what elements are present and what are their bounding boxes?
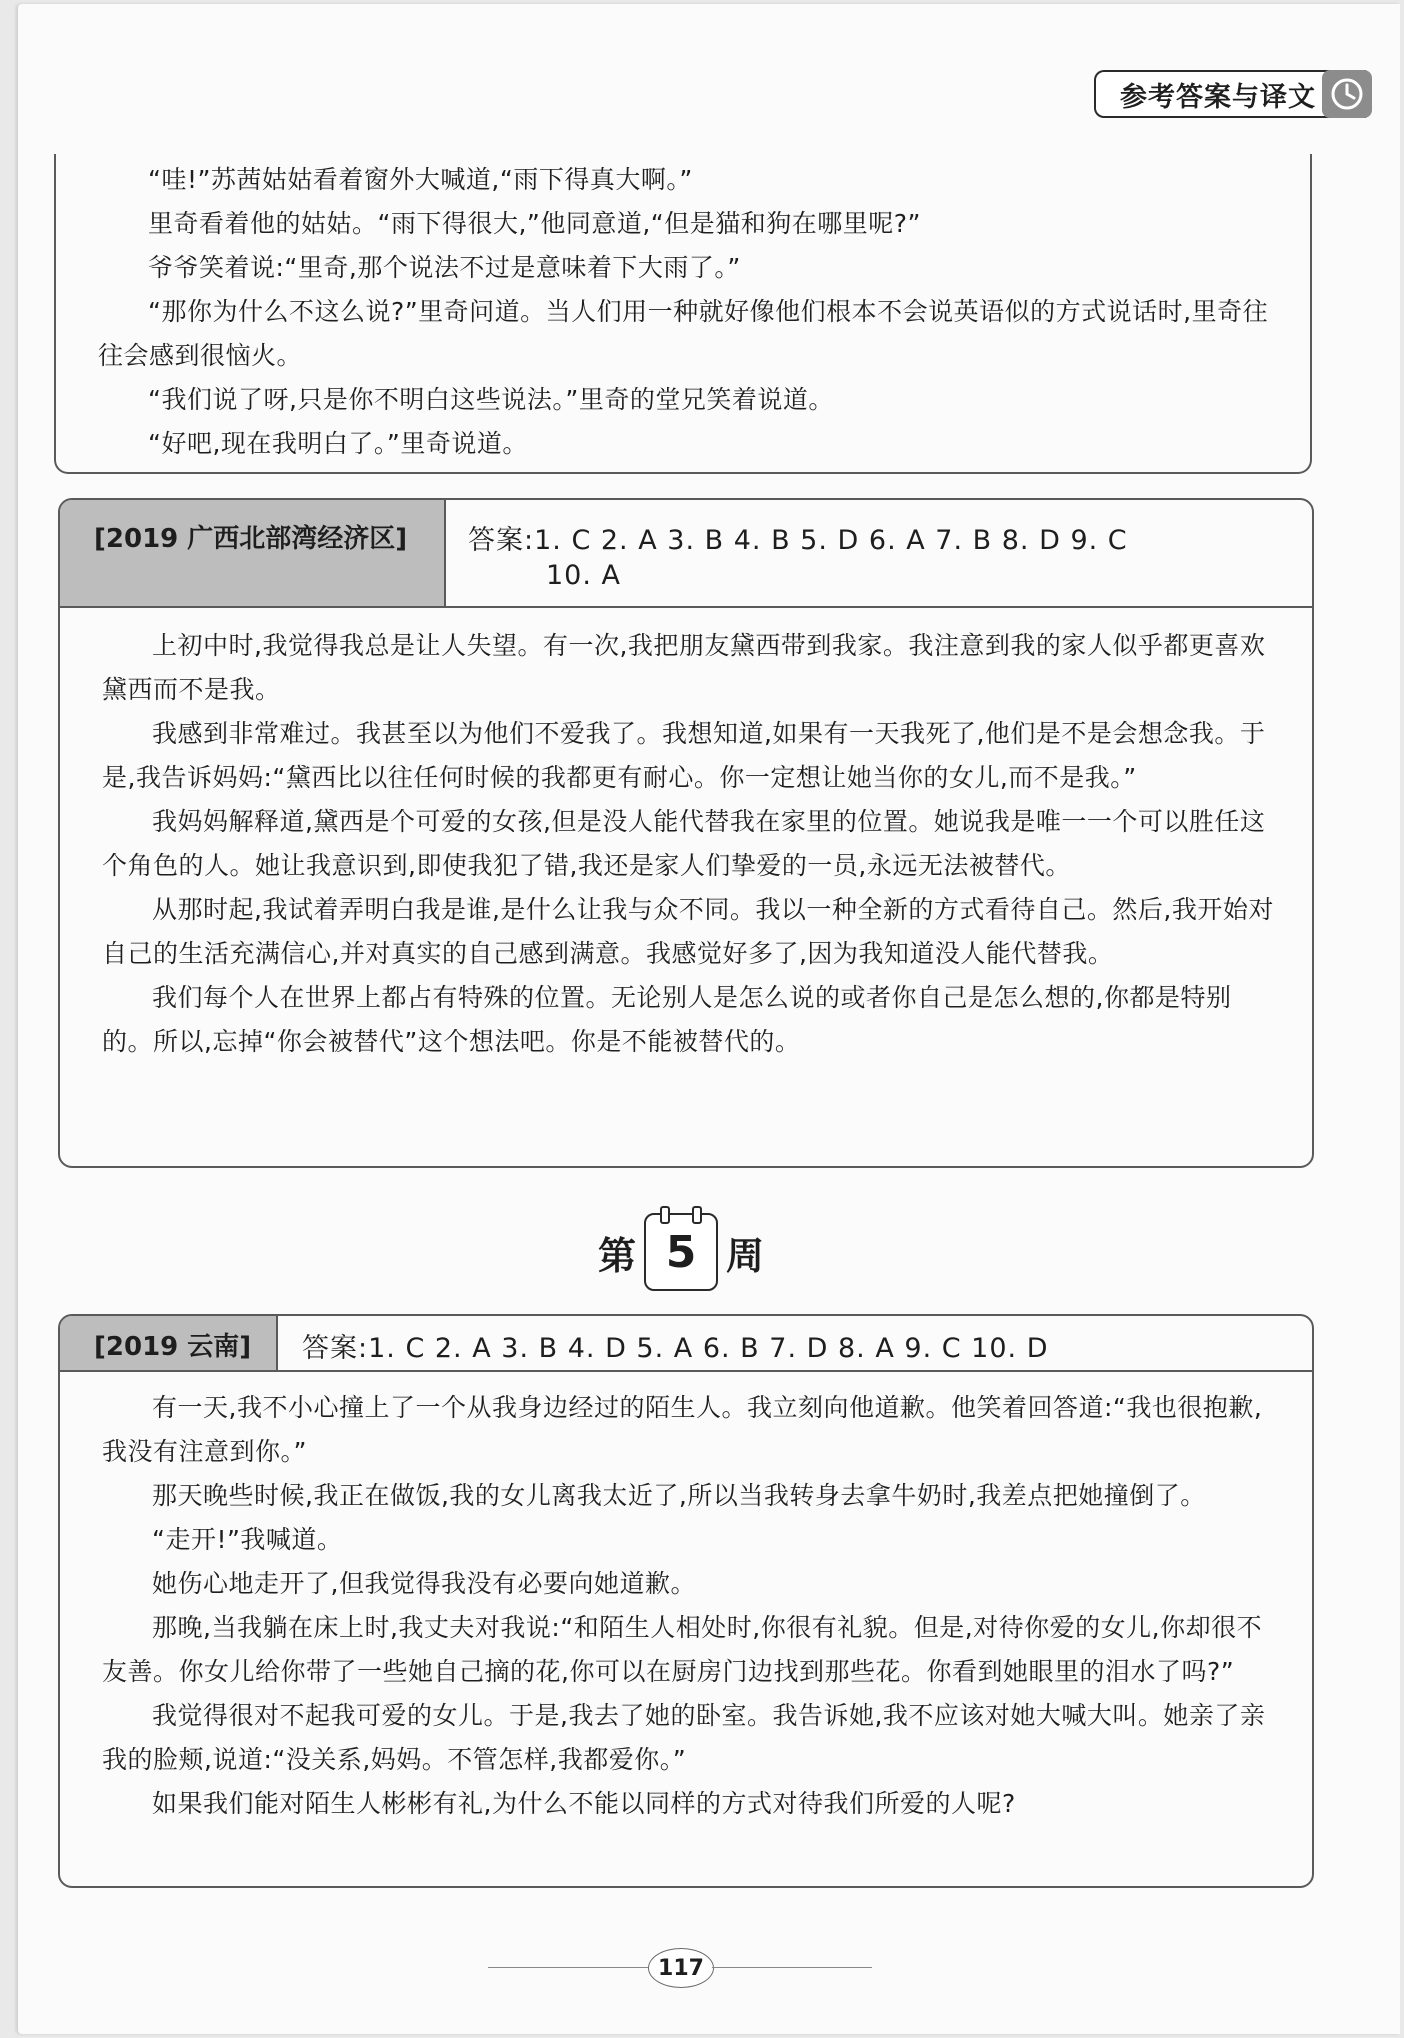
- header-title: 参考答案与译文: [1120, 81, 1316, 113]
- paragraph: 她伤心地走开了,但我觉得我没有必要向她道歉。: [152, 1569, 696, 1598]
- exam-source-label: [2019 云南]: [94, 1332, 252, 1362]
- paragraph: “走开!”我喊道。: [152, 1525, 343, 1554]
- answer-box-yunnan: [58, 1314, 1314, 1888]
- answer-box-guangxi: [58, 498, 1314, 1168]
- answer-key-line: 答案:1. C 2. A 3. B 4. D 5. A 6. B 7. D 8. A 9. C 10. D: [302, 1333, 1049, 1364]
- week-number-calendar-icon: 5: [644, 1213, 718, 1291]
- paragraph: 上初中时,我觉得我总是让人失望。有一次,我把朋友黛西带到我家。我注意到我的家人似乎都更喜欢黛西而不是我。: [102, 631, 1266, 704]
- answer-key-line: 答案:1. C 2. A 3. B 4. B 5. D 6. A 7. B 8. D 9. C: [468, 525, 1128, 556]
- paragraph: 我们每个人在世界上都占有特殊的位置。无论别人是怎么说的或者你自己是怎么想的,你都是特别的。所以,忘掉“你会被替代”这个想法吧。你是不能被替代的。: [102, 983, 1232, 1056]
- paragraph: 我感到非常难过。我甚至以为他们不爱我了。我想知道,如果有一天我死了,他们是不是会想念我。于是,我告诉妈妈:“黛西比以往任何时候的我都更有耐心。你一定想让她当你的女儿,而不是我。”: [102, 719, 1266, 792]
- paragraph: 有一天,我不小心撞上了一个从我身边经过的陌生人。我立刻向他道歉。他笑着回答道:“我也很抱歉,我没有注意到你。”: [102, 1393, 1263, 1466]
- exam-source-tag: [60, 500, 446, 608]
- translation-text: [102, 1386, 1276, 1826]
- week-heading: [598, 1212, 764, 1292]
- translation-text: [102, 624, 1276, 1064]
- exam-source-tag: [60, 1316, 278, 1372]
- paragraph: 我妈妈解释道,黛西是个可爱的女孩,但是没人能代替我在家里的位置。她说我是唯一一个可以胜任这个角色的人。她让我意识到,即使我犯了错,我还是家人们挚爱的一员,永远无法被替代。: [102, 807, 1266, 880]
- page-number: 117: [648, 1948, 714, 1988]
- paragraph: 我觉得很对不起我可爱的女儿。于是,我去了她的卧室。我告诉她,我不应该对她大喊大叫。她亲了亲我的脸颊,说道:“没关系,妈妈。不管怎样,我都爱你。”: [102, 1701, 1266, 1774]
- paragraph: “哇!”苏茜姑姑看着窗外大喊道,“雨下得真大啊。”: [148, 165, 693, 194]
- paragraph: 那天晚些时候,我正在做饭,我的女儿离我太近了,所以当我转身去拿牛奶时,我差点把她撞倒了。: [152, 1481, 1206, 1510]
- paragraph: “好吧,现在我明白了。”里奇说道。: [148, 429, 528, 458]
- passage-text: [98, 158, 1280, 466]
- passage-box-continued: [54, 154, 1312, 474]
- header-divider: [446, 606, 1312, 608]
- paragraph: 从那时起,我试着弄明白我是谁,是什么让我与众不同。我以一种全新的方式看待自己。然后,我开始对自己的生活充满信心,并对真实的自己感到满意。我感觉好多了,因为我知道没人能代替我。: [102, 895, 1274, 968]
- paragraph: 如果我们能对陌生人彬彬有礼,为什么不能以同样的方式对待我们所爱的人呢?: [152, 1789, 1016, 1818]
- page-sheet: [18, 4, 1400, 2034]
- paragraph: 爷爷笑着说:“里奇,那个说法不过是意味着下大雨了。”: [148, 253, 741, 282]
- paragraph: 那晚,当我躺在床上时,我丈夫对我说:“和陌生人相处时,你很有礼貌。但是,对待你爱的女儿,你却很不友善。你女儿给你带了一些她自己摘的花,你可以在厨房门边找到那些花。你看到她眼里的泪水了吗?”: [102, 1613, 1263, 1686]
- footer-rule-right: [712, 1967, 872, 1968]
- paragraph: “我们说了呀,只是你不明白这些说法。”里奇的堂兄笑着说道。: [148, 385, 834, 414]
- answer-key-line: 10. A: [546, 560, 621, 591]
- week-prefix: 第: [598, 1232, 637, 1278]
- exam-source-label: [2019 广西北部湾经济区]: [94, 524, 408, 554]
- paragraph: 里奇看着他的姑姑。“雨下得很大,”他同意道,“但是猫和狗在哪里呢?”: [148, 209, 921, 238]
- header-divider: [278, 1370, 1312, 1372]
- week-suffix: 周: [726, 1232, 765, 1278]
- clock-icon: [1322, 70, 1372, 118]
- paragraph: “那你为什么不这么说?”里奇问道。当人们用一种就好像他们根本不会说英语似的方式说话时,里奇往往会感到很恼火。: [98, 297, 1269, 370]
- footer-rule-left: [488, 1967, 648, 1968]
